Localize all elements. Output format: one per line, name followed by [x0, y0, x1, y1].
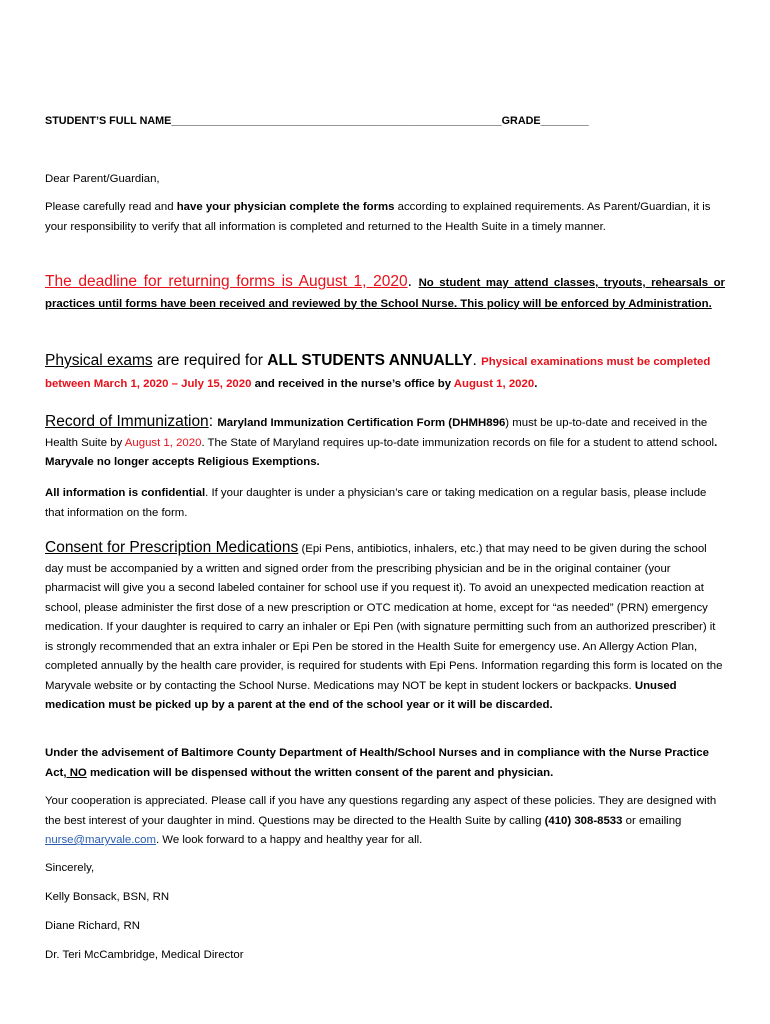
signatory-1: Kelly Bonsack, BSN, RN [45, 891, 170, 903]
physical-exams-heading: Physical exams [45, 352, 153, 369]
deadline-headline: The deadline for returning forms is August 1, 2020 [45, 273, 408, 290]
confidential-label: All information is confidential [45, 487, 206, 499]
signatory-3: Dr. Teri McCambridge, Medical Director [45, 949, 244, 961]
all-students-annually: ALL STUDENTS ANNUALLY [267, 352, 473, 369]
physical-exam-window: Physical examinations must be completed between March 1, 2020 – July 15, 2020 [45, 356, 711, 390]
nurse-email-link[interactable]: nurse@maryvale.com [45, 834, 156, 846]
student-name-blank[interactable]: _______________________________________________________ [171, 115, 502, 127]
consent-paragraph: Consent for Prescription Medications (Epi Pens, antibiotics, inhalers, etc.) that may need to be given during the school day must be accompanied by a written and signed order from the prescribing physician and be in the original container (your pharmacist will give you a second labeled container for school use if you request it). To avoid an unexpected medication reaction at school, please administer the first dose of a new prescription or OTC medication at home, except for “as needed” (PRN) emergency medication. If your daughter is required to carry an inhaler or Epi Pen (with signature permitting such from an authorized prescriber) it is strongly recommended that an extra inhaler or Epi Pen be stored in the Health Suite for emergency use. An Allergy Action Plan, completed annually by the health care provider, is required for students with Epi Pens. Information regarding this form is located on the Maryvale website or by contacting the School Nurse. Medications may NOT be kept in student lockers or backpacks. Unused medication must be picked up by a parent at the end of the school year or it will be discarded. [45, 539, 723, 711]
physical-exam-due-date: August 1, 2020 [453, 378, 535, 390]
religious-exemption-notice: . Maryvale no longer accepts Religious Exemptions. [45, 436, 718, 468]
closing: Sincerely, [45, 862, 95, 874]
student-info-line [45, 112, 725, 132]
immunization-due-date: August 1, 2020 [124, 436, 202, 449]
unused-medication-notice: Unused medication must be picked up by a parent at the end of the school year or it will be discarded. [45, 679, 677, 711]
intro-paragraph: Please carefully read and have your physician complete the forms according to explained requirements. As Parent/Guardian, it is your responsibility to verify that all information is completed and returned to the Health Suite in a timely manner. [45, 201, 711, 233]
grade-blank[interactable]: ________ [540, 115, 589, 127]
confidential-paragraph: All information is confidential. If your daughter is under a physician’s care or taking medication on a regular basis, please include that information on the form. [45, 487, 707, 519]
immunization-form-name: Maryland Immunization Certification Form (DHMH896 [217, 417, 506, 429]
deadline-paragraph: The deadline for returning forms is August 1, 2020. No student may attend classes, tryouts, rehearsals or practices until forms have been received and reviewed by the School Nurse. This policy will be enforced by Administration. [45, 273, 725, 310]
salutation: Dear Parent/Guardian, [45, 173, 160, 185]
signatory-2: Diane Richard, RN [45, 920, 140, 932]
immunization-heading: Record of Immunization [45, 413, 209, 430]
no-emphasis: NO [66, 766, 87, 779]
intro-emphasis: have your physician complete the forms [176, 201, 395, 213]
advisement-paragraph: Under the advisement of Baltimore County Department of Health/School Nurses and in compliance with the Nurse Practice Act, NO medication will be dispensed without the written consent of the parent and physician. [45, 747, 709, 779]
consent-heading: Consent for Prescription Medications [45, 539, 299, 556]
deadline-policy: No student may attend classes, tryouts, rehearsals or practices until forms have been received and reviewed by the School Nurse. This policy will be enforced by Administration. [45, 277, 725, 310]
cooperation-paragraph: Your cooperation is appreciated. Please call if you have any questions regarding any aspect of these policies. They are designed with the best interest of your daughter in mind. Questions may be directed to the Health Suite by calling (410) 308-8533 or emailing nurse@maryvale.com. We look forward to a happy and healthy year for all. [45, 795, 717, 846]
immunization-paragraph: Record of Immunization: Maryland Immunization Certification Form (DHMH896) must be up-to-date and received in the Health Suite by August 1, 2020. The State of Maryland requires up-to-date immunization records on file for a student to attend school. Maryvale no longer accepts Religious Exemptions. [45, 413, 718, 468]
student-name-label: STUDENT’S FULL NAME [45, 115, 172, 127]
grade-label: GRADE [501, 115, 541, 127]
physical-exams-paragraph: Physical exams are required for ALL STUDENTS ANNUALLY. Physical examinations must be completed between March 1, 2020 – July 15, 2020 and received in the nurse’s office by August 1, 2020. [45, 352, 711, 390]
health-suite-phone: (410) 308-8533 [544, 814, 623, 827]
